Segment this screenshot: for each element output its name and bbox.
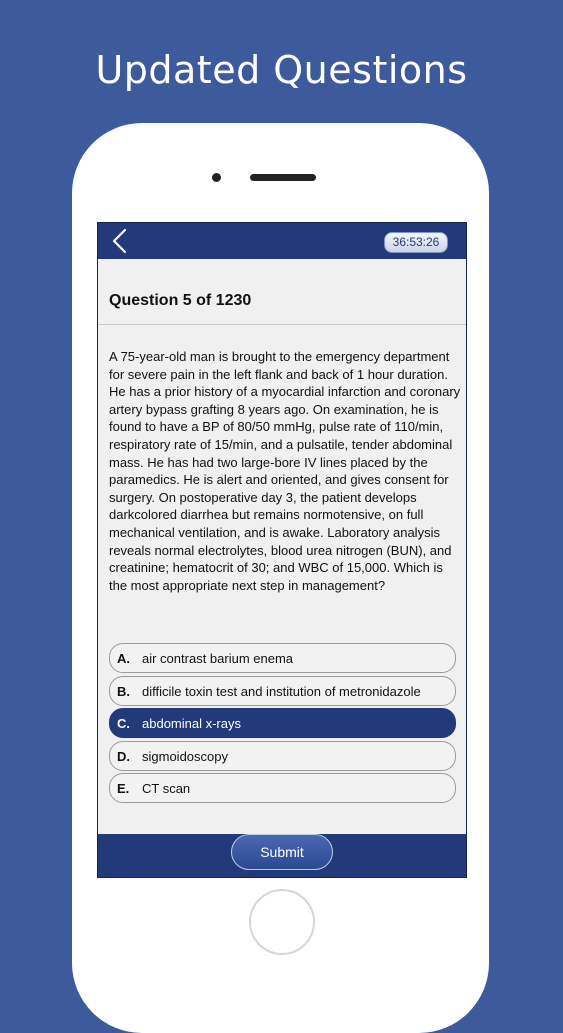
option-text: abdominal x-rays [142,716,241,731]
option-letter: C. [117,716,130,731]
answer-options [109,643,456,806]
question-text: A 75-year-old man is brought to the emergency department for severe pain in the left flank and back of 1 hour duration. He has a prior history of a myocardial infarction and coronary artery bypass grafting 8 years ago. On examination, he is found to have a BP of 80/50 mmHg, pulse rate of 110/min, respiratory rate of 15/min, and a pulsatile, tender abdominal mass. He has had two large-bore IV lines placed by the paramedics. He is alert and oriented, and gives consent for surgery. On postoperative day 3, the patient develops darkcolored diarrhea but remains normotensive, on full mechanical ventilation, and is awake. Laboratory analysis reveals normal electrolytes, blood urea nitrogen (BUN), and creatinine; hematocrit of 30; and WBC of 15,000. Which is the most appropriate next step in management? [109,349,461,593]
question-title: Question 5 of 1230 [109,292,252,309]
option-letter: D. [117,748,130,764]
home-button[interactable] [249,889,315,955]
submit-button[interactable]: Submit [231,834,333,870]
answer-option[interactable] [109,773,456,803]
bottom-bar [98,834,466,877]
timer-badge: 36:53:26 [384,232,448,253]
camera-dot [212,173,221,182]
speaker-slot [250,174,316,181]
question-header [98,259,466,325]
option-text: sigmoidoscopy [142,748,228,764]
option-letter: A. [117,651,130,666]
promo-headline: Updated Questions [95,48,468,92]
option-letter: E. [117,781,130,796]
answer-option[interactable] [109,676,456,706]
option-text: CT scan [142,781,191,796]
answer-option[interactable] [109,741,456,771]
chevron-left-icon[interactable] [110,228,136,254]
option-letter: B. [117,683,130,699]
option-text: air contrast barium enema [142,651,294,666]
option-text: difficile toxin test and institution of metronidazole [142,683,421,699]
app-screen [97,222,467,878]
answer-option[interactable] [109,643,456,673]
answer-option[interactable] [109,708,456,738]
top-bar [98,223,466,259]
